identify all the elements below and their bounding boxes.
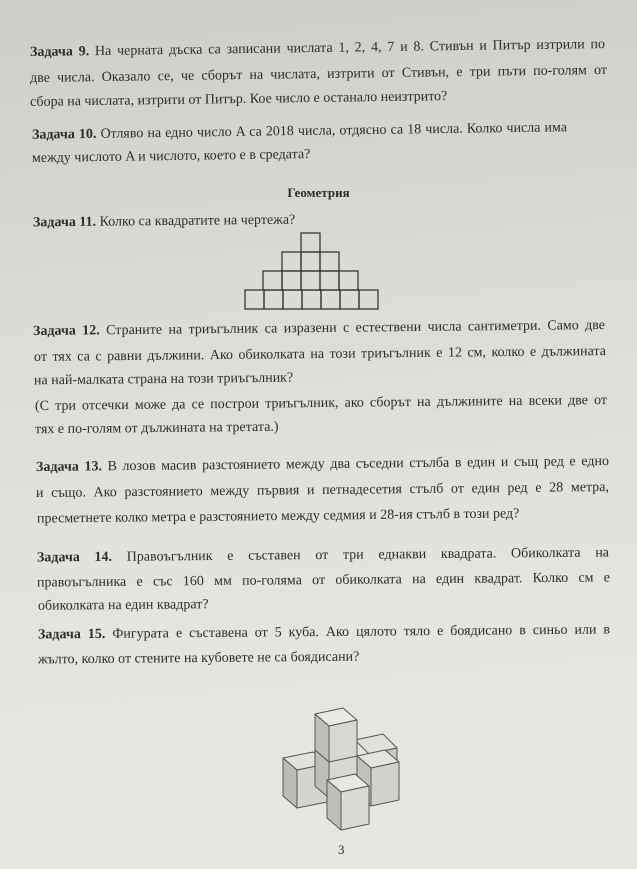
task-label: Задача 15.: [37, 626, 106, 643]
task-text: обиколката на един квадрат?: [37, 597, 209, 614]
task-text: две числа. Оказало се, че сборът на числата, изтрити от Стивън, е три пъти по-голям от: [29, 62, 608, 87]
task-text: жълто, колко от стените на кубовете не са боядисани?: [37, 649, 360, 668]
task-text: В лозов масив разстоянието между два съседни стълба в един и същ ред е едно: [107, 454, 610, 475]
five-cubes-figure: [275, 700, 415, 835]
squares-pyramid-figure: [244, 232, 384, 310]
page-number: 3: [338, 842, 345, 857]
task-text: от тях са с равни дължини. Ако обиколката на този триъгълник е 12 см, колко е дължината: [33, 344, 607, 365]
task-text: Отляво на едно число A са 2018 числа, отдясно са 18 числа. Колко числа има: [100, 120, 568, 142]
task-label: Задача 9.: [29, 44, 90, 61]
task-text: и също. Ако разстоянието между първия и петнадесетия стълб от един ред е 28 метра,: [35, 480, 610, 501]
task-label: Задача 14.: [36, 549, 113, 566]
section-heading: Геометрия: [287, 185, 350, 200]
task-label: Задача 11.: [32, 214, 97, 231]
task-text: между числото A и числото, което е в средата?: [31, 147, 311, 166]
task-text: Колко са квадратите на чертежа?: [99, 212, 296, 230]
task-label: Задача 13.: [35, 459, 103, 475]
task-text: на най-малката страна на този триъгълник?: [33, 370, 294, 389]
task-text: Страните на триъгълник са изразени с естествени числа сантиметри. Само две: [106, 318, 606, 339]
task-text: тях е по-голям от дължината на третата.): [34, 419, 279, 438]
task-text: сбора на числата, изтрити от Питър. Кое число е останало неизтрито?: [29, 89, 448, 110]
task-text: Правоъгълник е съставен от три еднакви квадрата. Обиколката на: [126, 545, 610, 565]
task-label: Задача 12.: [32, 323, 100, 339]
task-text: правоъгълника е със 160 мм по-голяма от обиколката на един квадрат. Колко см е: [36, 570, 611, 591]
task-text: пресметнете колко метра е разстоянието между седмия и 28-ия стълб в този ред?: [36, 506, 520, 527]
task-label: Задача 10.: [31, 126, 97, 143]
task-text: (С три отсечки може да се построи триъгълник, ако сборът на дължините на всеки две от: [34, 393, 608, 414]
task-text: Фигурата е съставена от 5 куба. Ако цялото тяло е боядисано в синьо или в: [112, 622, 611, 642]
task-text: На черната дъска са записани числата 1, 2, 4, 7 и 8. Стивън и Питър изтрили по: [94, 36, 606, 60]
